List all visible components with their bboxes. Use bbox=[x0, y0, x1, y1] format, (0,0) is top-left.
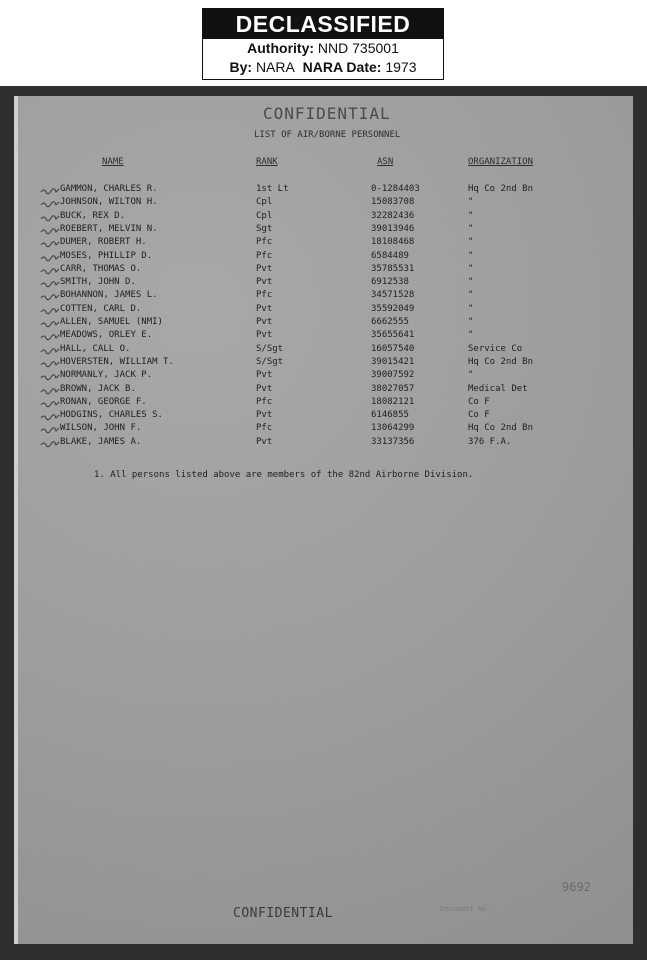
cell-asn: 38027057 bbox=[371, 383, 415, 394]
stamp-authority-line bbox=[203, 39, 443, 58]
table-row bbox=[0, 317, 647, 330]
check-mark-icon bbox=[40, 253, 60, 262]
table-row bbox=[0, 423, 647, 436]
cell-name: CARR, THOMAS O. bbox=[60, 263, 142, 274]
cell-name: COTTEN, CARL D. bbox=[60, 303, 142, 314]
cell-asn: 32282436 bbox=[371, 210, 415, 221]
cell-rank: Pvt bbox=[256, 370, 273, 381]
cell-asn: 16057540 bbox=[371, 343, 415, 354]
cell-rank: Pvt bbox=[256, 383, 273, 394]
table-row bbox=[0, 370, 647, 383]
cell-asn: 35785531 bbox=[371, 263, 415, 274]
cell-organization: " bbox=[468, 330, 474, 341]
check-mark-icon bbox=[40, 306, 60, 315]
cell-name: HALL, CALL O. bbox=[60, 343, 131, 354]
footnote: 1. All persons listed above are members of the 82nd Airborne Division. bbox=[94, 470, 474, 480]
cell-organization: " bbox=[468, 250, 474, 261]
cell-name: ALLEN, SAMUEL (NMI) bbox=[60, 317, 163, 327]
stamp-by-value: NARA bbox=[255, 59, 295, 75]
document-number-label: Document No. bbox=[440, 905, 491, 913]
header-rank: RANK bbox=[256, 157, 278, 167]
cell-organization: Service Co bbox=[468, 343, 523, 354]
check-mark-icon bbox=[40, 359, 60, 368]
cell-rank: Pvt bbox=[256, 303, 273, 314]
table-row bbox=[0, 330, 647, 343]
cell-organization: " bbox=[468, 370, 474, 381]
cell-name: GAMMON, CHARLES R. bbox=[60, 184, 158, 194]
cell-rank: S/Sgt bbox=[256, 343, 284, 354]
cell-organization: " bbox=[468, 237, 474, 248]
cell-organization: Hq Co 2nd Bn bbox=[468, 423, 534, 434]
stamp-by-line bbox=[203, 58, 443, 77]
cell-organization: " bbox=[468, 210, 474, 221]
declassified-stamp bbox=[202, 8, 444, 80]
table-row bbox=[0, 264, 647, 277]
cell-organization: " bbox=[468, 277, 474, 288]
cell-rank: Sgt bbox=[256, 223, 273, 234]
cell-organization: 376 F.A. bbox=[468, 436, 512, 447]
table-row bbox=[0, 197, 647, 210]
cell-asn: 35592049 bbox=[371, 303, 415, 314]
cell-name: SMITH, JOHN D. bbox=[60, 277, 136, 288]
cell-rank: Pvt bbox=[256, 410, 273, 421]
check-mark-icon bbox=[40, 213, 60, 222]
check-mark-icon bbox=[40, 292, 60, 301]
cell-rank: Pvt bbox=[256, 263, 273, 274]
check-mark-icon bbox=[40, 239, 60, 248]
table-row bbox=[0, 384, 647, 397]
classification-top: CONFIDENTIAL bbox=[263, 104, 391, 123]
cell-asn: 6662555 bbox=[371, 317, 409, 327]
cell-rank: Pfc bbox=[256, 250, 273, 261]
header-asn: ASN bbox=[377, 157, 394, 167]
cell-name: HODGINS, CHARLES S. bbox=[60, 410, 163, 421]
check-mark-icon bbox=[40, 372, 60, 381]
check-mark-icon bbox=[40, 226, 60, 235]
table-row bbox=[0, 304, 647, 317]
cell-name: BROWN, JACK B. bbox=[60, 383, 136, 394]
table-row bbox=[0, 344, 647, 357]
cell-organization: " bbox=[468, 197, 474, 208]
stamp-date-value: 1973 bbox=[385, 59, 417, 75]
check-mark-icon bbox=[40, 425, 60, 434]
cell-rank: Pvt bbox=[256, 330, 273, 341]
stamp-date-label: NARA Date: bbox=[302, 59, 382, 75]
check-mark-icon bbox=[40, 386, 60, 395]
table-row bbox=[0, 251, 647, 264]
table-row bbox=[0, 397, 647, 410]
cell-asn: 34571528 bbox=[371, 290, 415, 301]
check-mark-icon bbox=[40, 332, 60, 341]
cell-asn: 13064299 bbox=[371, 423, 415, 434]
cell-name: BLAKE, JAMES A. bbox=[60, 436, 142, 447]
cell-name: DUMER, ROBERT H. bbox=[60, 237, 147, 248]
table-row bbox=[0, 237, 647, 250]
header-organization: ORGANIZATION bbox=[468, 157, 534, 167]
cell-asn: 6912538 bbox=[371, 277, 409, 288]
cell-rank: Pvt bbox=[256, 317, 273, 327]
document-title: LIST OF AIR/BORNE PERSONNEL bbox=[254, 130, 401, 140]
table-row bbox=[0, 224, 647, 237]
check-mark-icon bbox=[40, 186, 60, 195]
cell-asn: 15083708 bbox=[371, 197, 415, 208]
cell-name: HOVERSTEN, WILLIAM T. bbox=[60, 356, 174, 367]
check-mark-icon bbox=[40, 319, 60, 328]
cell-rank: Cpl bbox=[256, 197, 273, 208]
cell-organization: " bbox=[468, 223, 474, 234]
check-mark-icon bbox=[40, 199, 60, 208]
cell-rank: Pfc bbox=[256, 290, 273, 301]
cell-name: MEADOWS, ORLEY E. bbox=[60, 330, 153, 341]
cell-name: ROEBERT, MELVIN N. bbox=[60, 223, 158, 234]
table-row bbox=[0, 410, 647, 423]
cell-rank: Cpl bbox=[256, 210, 273, 221]
cell-rank: Pvt bbox=[256, 436, 273, 447]
cell-organization: " bbox=[468, 317, 474, 327]
check-mark-icon bbox=[40, 399, 60, 408]
cell-rank: S/Sgt bbox=[256, 356, 284, 367]
cell-organization: Hq Co 2nd Bn bbox=[468, 184, 534, 194]
cell-asn: 6584489 bbox=[371, 250, 409, 261]
check-mark-icon bbox=[40, 266, 60, 275]
cell-asn: 33137356 bbox=[371, 436, 415, 447]
stamp-authority-value: NND 735001 bbox=[317, 40, 399, 56]
cell-asn: 35655641 bbox=[371, 330, 415, 341]
cell-name: BOHANNON, JAMES L. bbox=[60, 290, 158, 301]
header-name: NAME bbox=[102, 157, 124, 167]
cell-asn: 39007592 bbox=[371, 370, 415, 381]
cell-name: NORMANLY, JACK P. bbox=[60, 370, 153, 381]
check-mark-icon bbox=[40, 346, 60, 355]
cell-asn: 18108468 bbox=[371, 237, 415, 248]
page-number: 9692 bbox=[562, 880, 591, 894]
cell-asn: 0-1284403 bbox=[371, 184, 420, 194]
cell-organization: Co F bbox=[468, 410, 490, 421]
check-mark-icon bbox=[40, 279, 60, 288]
cell-organization: Medical Det bbox=[468, 383, 528, 394]
check-mark-icon bbox=[40, 412, 60, 421]
cell-organization: " bbox=[468, 290, 474, 301]
cell-name: WILSON, JOHN F. bbox=[60, 423, 142, 434]
cell-name: MOSES, PHILLIP D. bbox=[60, 250, 153, 261]
table-row bbox=[0, 277, 647, 290]
cell-rank: Pfc bbox=[256, 396, 273, 407]
table-row bbox=[0, 437, 647, 450]
cell-rank: Pvt bbox=[256, 277, 273, 288]
stamp-by-label: By: bbox=[229, 59, 253, 75]
cell-name: RONAN, GEORGE F. bbox=[60, 396, 147, 407]
cell-name: JOHNSON, WILTON H. bbox=[60, 197, 158, 208]
classification-bottom: CONFIDENTIAL bbox=[233, 906, 333, 921]
table-row bbox=[0, 357, 647, 370]
table-row bbox=[0, 290, 647, 303]
cell-asn: 6146855 bbox=[371, 410, 409, 421]
stamp-title: DECLASSIFIED bbox=[203, 9, 443, 39]
stamp-authority-label: Authority: bbox=[247, 40, 315, 56]
cell-rank: Pfc bbox=[256, 423, 273, 434]
cell-asn: 18082121 bbox=[371, 396, 415, 407]
cell-rank: Pfc bbox=[256, 237, 273, 248]
cell-organization: " bbox=[468, 263, 474, 274]
cell-organization: Hq Co 2nd Bn bbox=[468, 356, 534, 367]
table-row bbox=[0, 211, 647, 224]
cell-organization: " bbox=[468, 303, 474, 314]
cell-organization: Co F bbox=[468, 396, 490, 407]
cell-asn: 39015421 bbox=[371, 356, 415, 367]
check-mark-icon bbox=[40, 439, 60, 448]
table-row bbox=[0, 184, 647, 197]
cell-name: BUCK, REX D. bbox=[60, 210, 126, 221]
cell-asn: 39013946 bbox=[371, 223, 415, 234]
cell-rank: 1st Lt bbox=[256, 184, 289, 194]
